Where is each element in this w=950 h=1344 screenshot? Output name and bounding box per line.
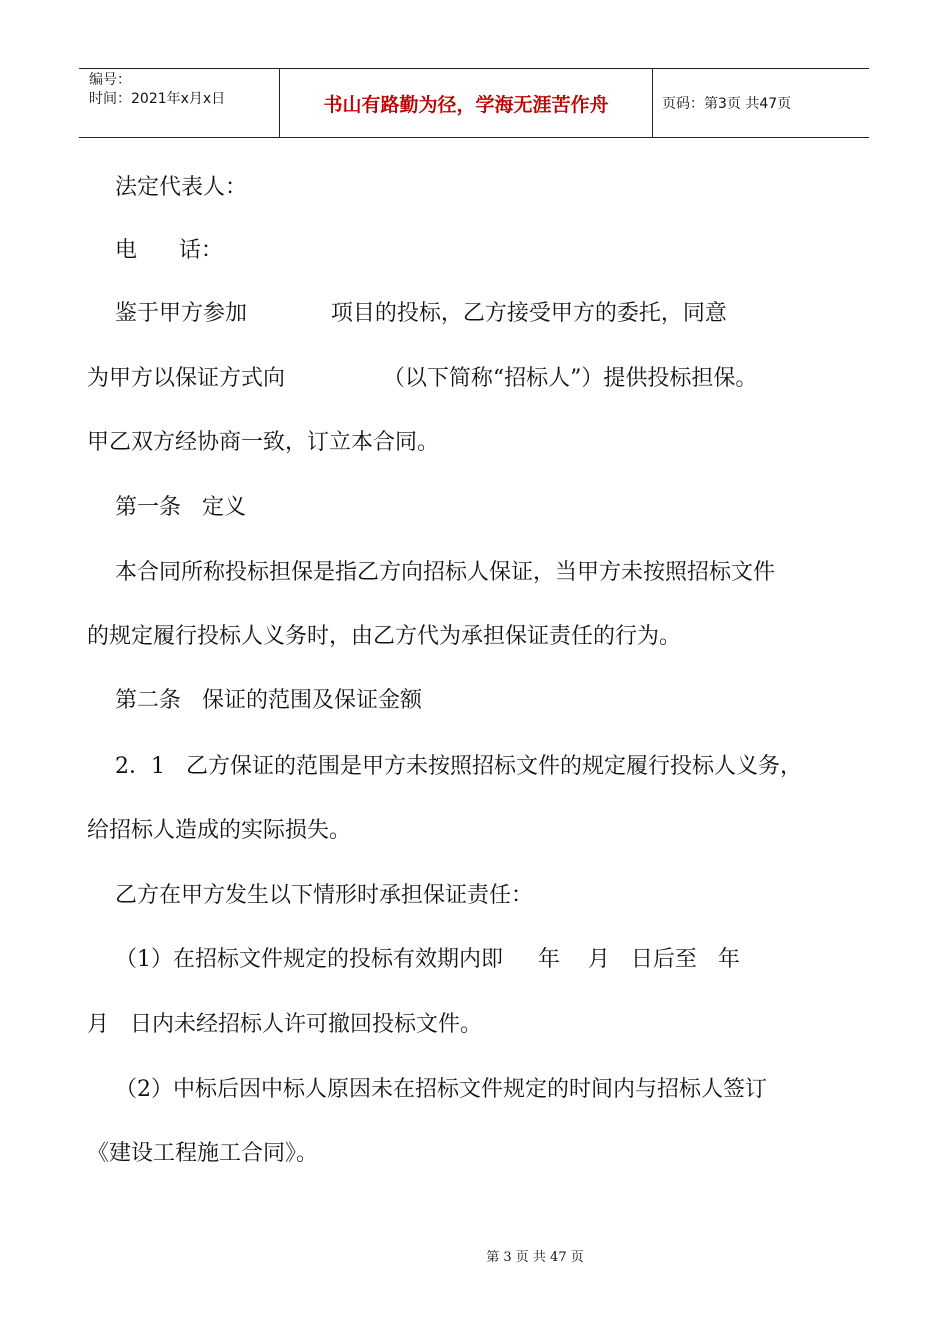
text-line: 的规定履行投标人义务时，由乙方代为承担保证责任的行为。 xyxy=(87,624,682,649)
text-line: 法定代表人： xyxy=(87,175,247,200)
document-number-label: 编号： xyxy=(89,72,131,88)
text-line: 《建设工程施工合同》。 xyxy=(87,1141,319,1166)
text-line: 甲乙双方经协商一致，订立本合同。 xyxy=(87,430,440,455)
text-line: 给招标人造成的实际损失。 xyxy=(87,818,352,843)
text-line: 月 日内未经招标人许可撤回投标文件。 xyxy=(87,1012,482,1037)
section-heading: 第二条 保证的范围及保证金额 xyxy=(87,688,422,713)
text-line: （1）在招标文件规定的投标有效期内即 年 月 日后至 年 xyxy=(87,947,740,972)
section-heading: 第一条 定义 xyxy=(87,495,246,520)
text-line: 电 话： xyxy=(87,238,223,263)
header-meta xyxy=(79,69,280,137)
text-line: 乙方在甲方发生以下情形时承担保证责任： xyxy=(87,883,533,908)
header-motto: 书山有路勤为径，学海无涯苦作舟 xyxy=(280,69,653,137)
text-line: （2）中标后因中标人原因未在招标文件规定的时间内与招标人签订 xyxy=(87,1077,767,1102)
page-footer: 第 3 页 共 47 页 xyxy=(486,1250,584,1265)
text-line: 2．1 乙方保证的范围是甲方未按照招标文件的规定履行投标人义务， xyxy=(87,754,802,779)
text-line: 鉴于甲方参加 项目的投标，乙方接受甲方的委托，同意 xyxy=(87,301,727,326)
header-page-number: 页码：第3页 共47页 xyxy=(662,96,792,112)
text-line: 为甲方以保证方式向 （以下简称“招标人”）提供投标担保。 xyxy=(87,366,758,391)
page-header xyxy=(79,68,869,138)
document-date-label: 时间：2021年x月x日 xyxy=(89,91,226,107)
text-line: 本合同所称投标担保是指乙方向招标人保证，当甲方未按照招标文件 xyxy=(87,560,775,585)
